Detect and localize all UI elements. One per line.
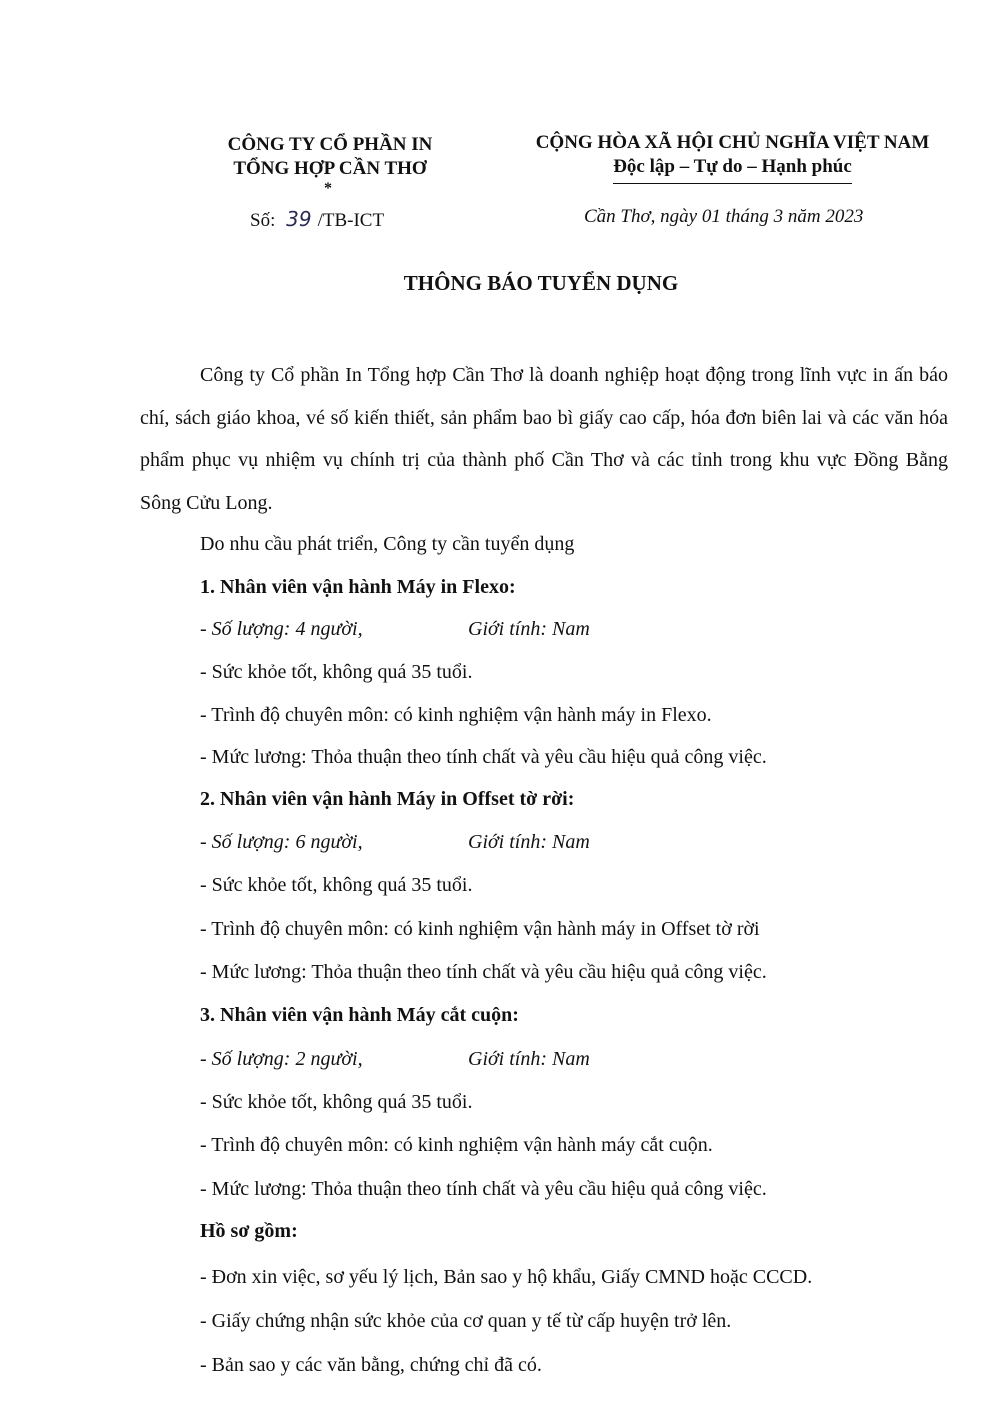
dossier-heading: Hồ sơ gồm: — [200, 1220, 298, 1242]
position-3-health: - Sức khỏe tốt, không quá 35 tuổi. — [200, 1091, 473, 1113]
position-2-quantity: - Số lượng: 6 người, — [200, 831, 363, 853]
national-heading — [525, 131, 940, 184]
lead-sentence: Do nhu cầu phát triển, Công ty cần tuyển dụng — [200, 533, 575, 555]
document-title: THÔNG BÁO TUYỂN DỤNG — [403, 271, 679, 295]
intro-paragraph: Công ty Cổ phần In Tổng hợp Cần Thơ là doanh nghiệp hoạt động trong lĩnh vực in ấn báo chí, sách giáo khoa, vé số kiến thiết, sản phẩm bao bì giấy cao cấp, hóa đơn biên lai và các văn hóa phẩm phục vụ nhiệm vụ chính trị của thành phố Cần Thơ và các tỉnh trong khu vực Đồng Bằng Sông Cửu Long. — [140, 364, 948, 514]
position-2-health: - Sức khỏe tốt, không quá 35 tuổi. — [200, 874, 473, 896]
position-3-skill: - Trình độ chuyên môn: có kinh nghiệm vận hành máy cắt cuộn. — [200, 1134, 713, 1156]
position-1-skill: - Trình độ chuyên môn: có kinh nghiệm vận hành máy in Flexo. — [200, 704, 712, 726]
position-2-gender: Giới tính: Nam — [468, 831, 590, 853]
ref-suffix: /TB-ICT — [317, 210, 385, 231]
position-3-heading: 3. Nhân viên vận hành Máy cắt cuộn: — [200, 1004, 519, 1026]
position-2-skill: - Trình độ chuyên môn: có kinh nghiệm vận hành máy in Offset tờ rời — [200, 918, 760, 940]
position-1-quantity: - Số lượng: 4 người, — [200, 618, 363, 640]
dossier-item: - Bản sao y các văn bằng, chứng chỉ đã có. — [200, 1354, 542, 1376]
dossier-item: - Đơn xin việc, sơ yếu lý lịch, Bản sao y hộ khẩu, Giấy CMND hoặc CCCD. — [200, 1266, 813, 1288]
position-1-gender: Giới tính: Nam — [468, 618, 590, 640]
ref-prefix: Số: — [250, 210, 276, 231]
position-1-heading: 1. Nhân viên vận hành Máy in Flexo: — [200, 576, 516, 598]
position-3-salary: - Mức lương: Thỏa thuận theo tính chất và yêu cầu hiệu quả công việc. — [200, 1178, 767, 1200]
position-3-quantity: - Số lượng: 2 người, — [200, 1048, 363, 1070]
dateline: Cần Thơ, ngày 01 tháng 3 năm 2023 — [584, 206, 864, 227]
ref-number-handwritten: 39 — [286, 207, 312, 231]
position-1-health: - Sức khỏe tốt, không quá 35 tuổi. — [200, 661, 473, 683]
position-2-salary: - Mức lương: Thỏa thuận theo tính chất và yêu cầu hiệu quả công việc. — [200, 961, 767, 983]
position-2-heading: 2. Nhân viên vận hành Máy in Offset tờ rời: — [200, 788, 575, 810]
dossier-item: - Giấy chứng nhận sức khỏe của cơ quan y tế từ cấp huyện trở lên. — [200, 1310, 732, 1332]
company-line-2: TỔNG HỢP CẦN THƠ — [233, 158, 427, 179]
company-line-1: CÔNG TY CỔ PHẦN IN — [227, 134, 433, 155]
position-3-gender: Giới tính: Nam — [468, 1048, 590, 1070]
nation-line: CỘNG HÒA XÃ HỘI CHỦ NGHĨA VIỆT NAM — [535, 132, 930, 153]
motto: Độc lập – Tự do – Hạnh phúc — [613, 155, 852, 184]
position-1-salary: - Mức lương: Thỏa thuận theo tính chất và yêu cầu hiệu quả công việc. — [200, 746, 767, 768]
company-name — [180, 133, 480, 181]
reference-number — [250, 207, 384, 232]
separator-star: * — [324, 180, 332, 197]
